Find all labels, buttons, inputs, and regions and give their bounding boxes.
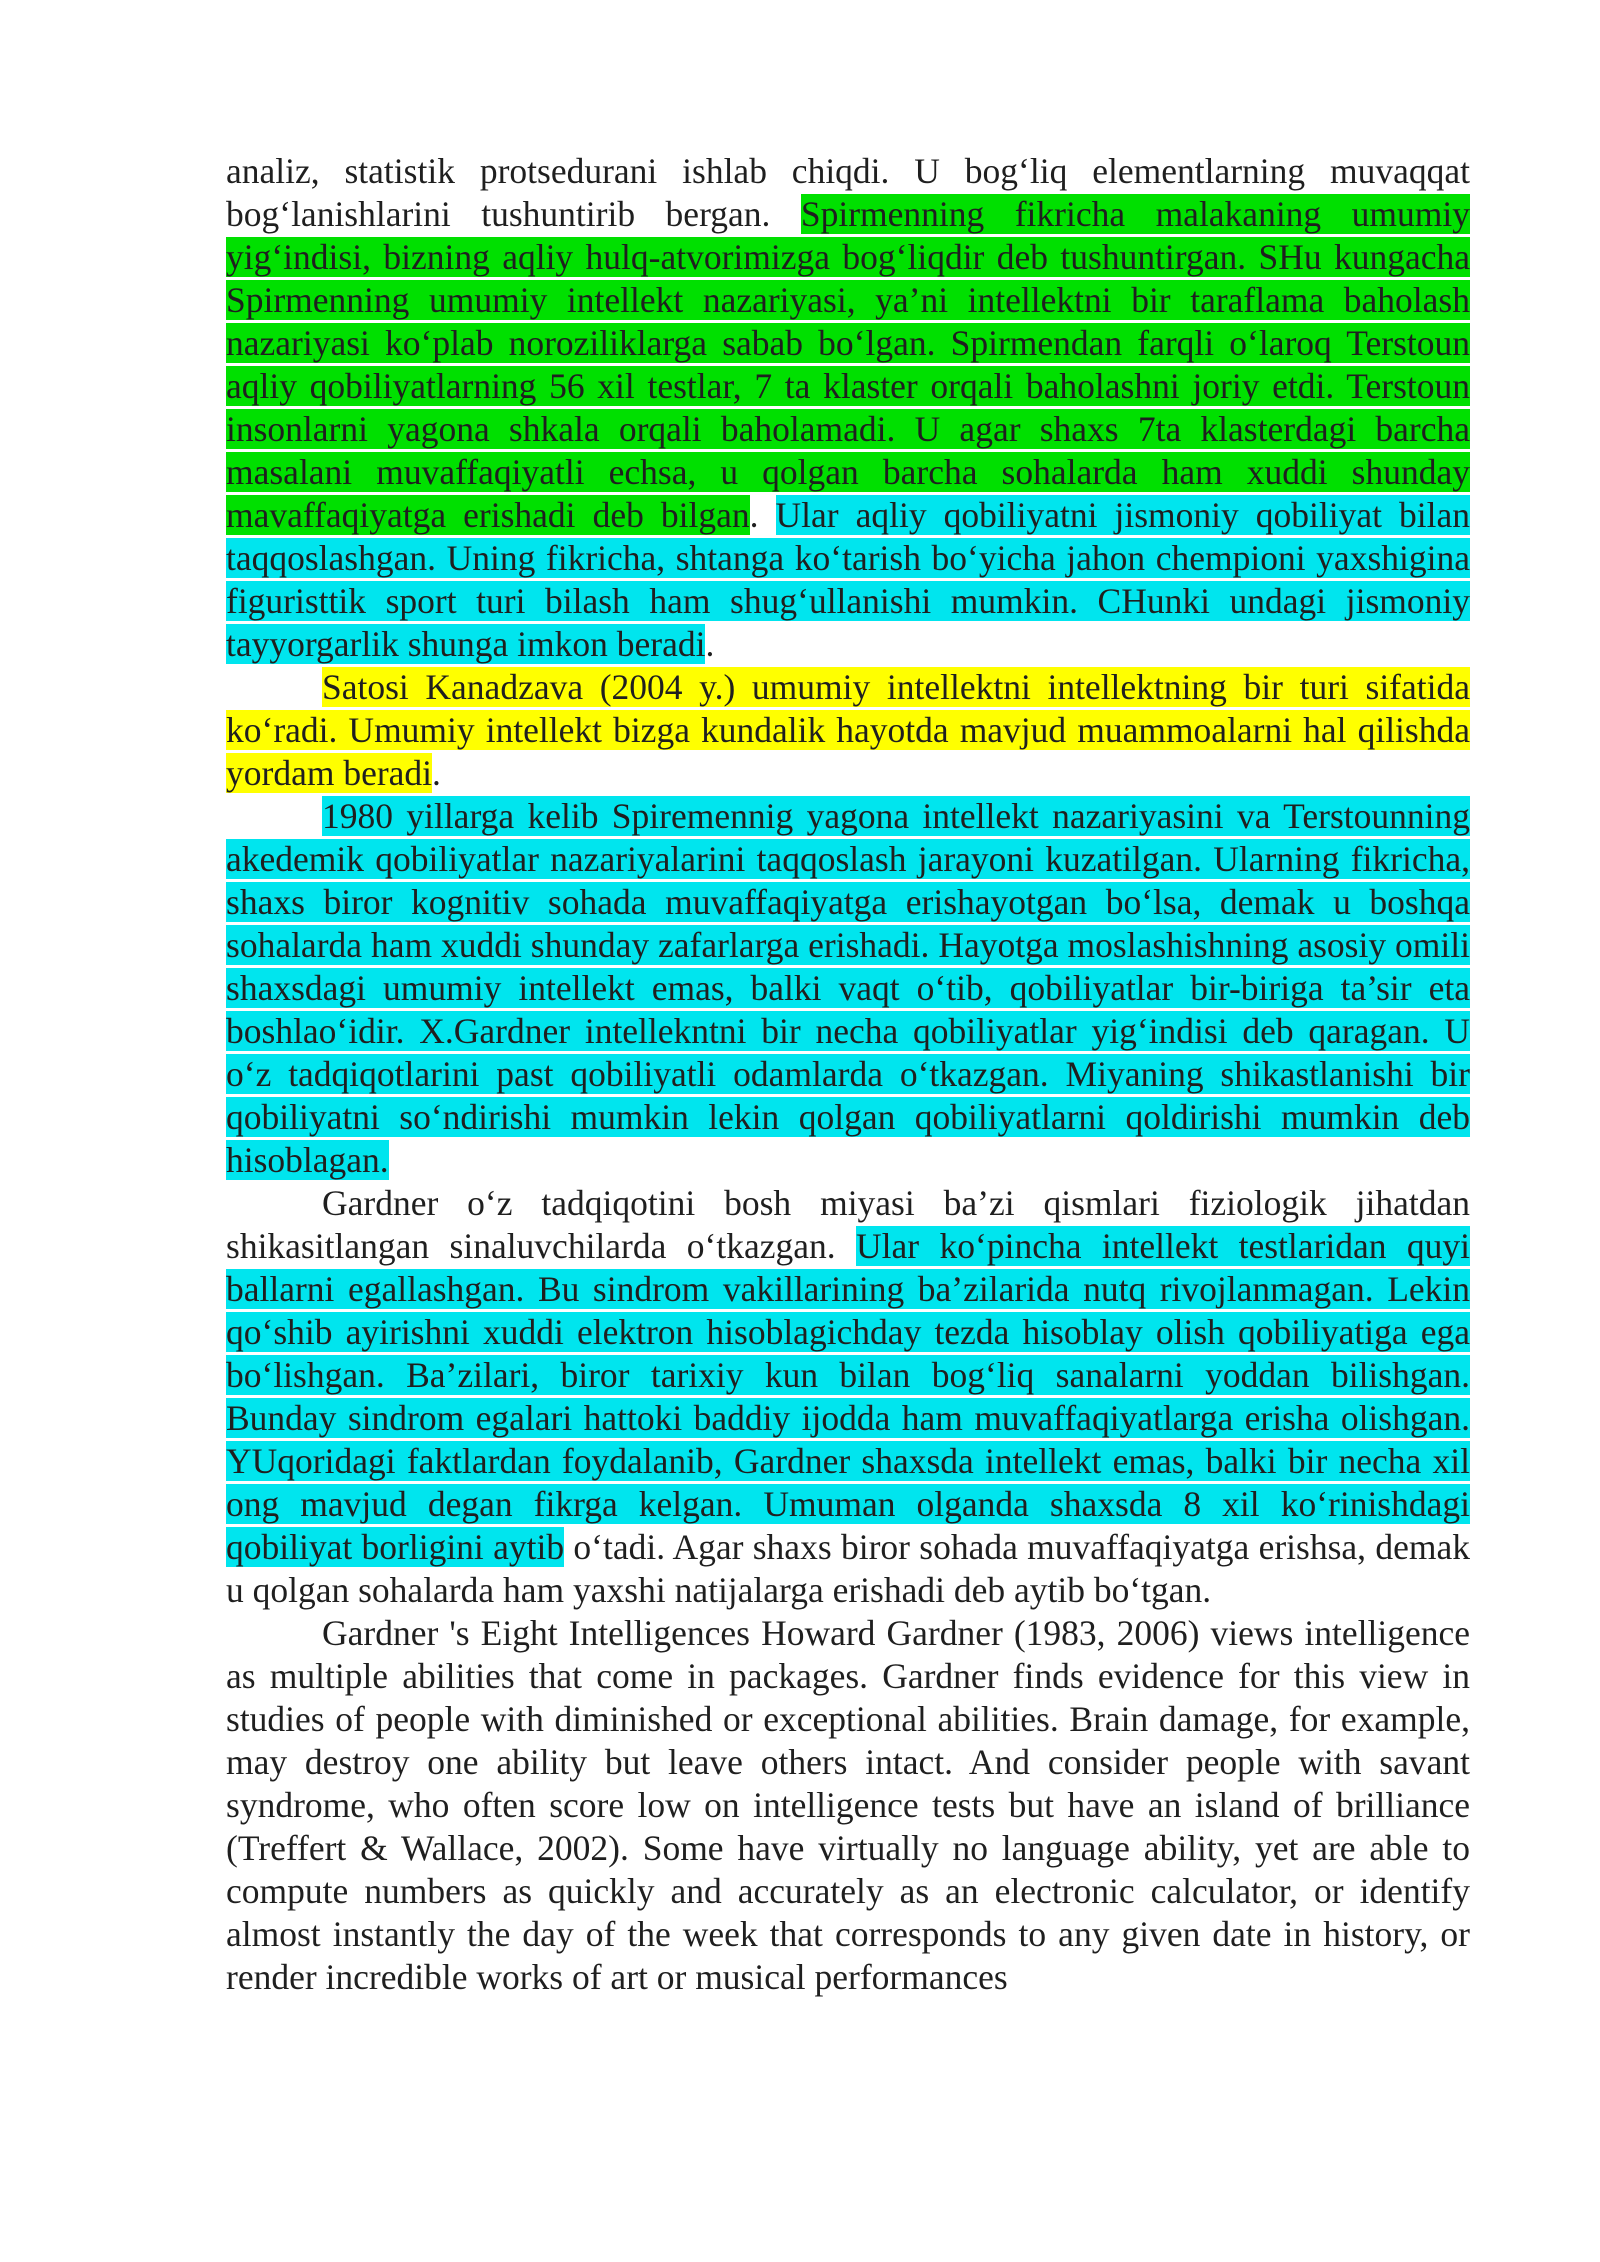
document-page bbox=[226, 150, 1470, 1999]
text-segment: . bbox=[432, 753, 441, 793]
text-segment: . bbox=[749, 495, 776, 535]
text-segment: analiz, statistik protsedurani ishlab chiqdi. U bog‘liq elementlarning muvaqqat bog‘lanishlarini tushuntirib bergan. bbox=[226, 151, 1470, 234]
cyan-highlight: Ular aqliy qobiliyatni jismoniy qobiliyat bilan taqqoslashgan. Uning fikricha, shtanga ko‘tarish bo‘yicha jahon chempioni yaxshigina figuristtik sport turi bilash ham shug‘ullanishi mumkin. CHunki undagi jismoniy tayyorgarlik shunga imkon beradi bbox=[226, 495, 1470, 664]
text-segment: . bbox=[705, 624, 715, 664]
yellow-highlight: Satosi Kanadzava (2004 y.) umumiy intellektni intellektning bir turi sifatida ko‘radi. Umumiy intellekt bizga kundalik hayotda mavjud muammoalarni hal qilishda yordam beradi bbox=[226, 667, 1470, 793]
text-segment: o‘tadi. Agar shaxs biror sohada muvaffaqiyatga erishsa, demak u qolgan sohalarda ham yaxshi natijalarga erishadi deb aytib bo‘tgan. bbox=[226, 1527, 1471, 1610]
paragraph-2 bbox=[226, 666, 1470, 795]
cyan-highlight: Ular ko‘pincha intellekt testlaridan quyi ballarni egallashgan. Bu sindrom vakillarining ba’zilarida nutq rivojlanmagan. Lekin qo‘shib ayirishni xuddi elektron hisoblagichday tezda hisoblay olish qobiliyatiga ega bo‘lishgan. Ba’zilari, biror tarixiy kun bilan bog‘liq sanalarni yoddan bilishgan. Bunday sindrom egalari hattoki baddiy ijodda ham muvaffaqiyatlarga erisha olishgan. YUqoridagi faktlardan foydalanib, Gardner shaxsda intellekt emas, balki bir necha xil ong mavjud degan fikrga kelgan. Umuman olganda shaxsda 8 xil ko‘rinishdagi qobiliyat borligini aytib bbox=[226, 1226, 1470, 1567]
text-segment: Gardner o‘z tadqiqotini bosh miyasi ba’zi qismlari fiziologik jihatdan shikasitlangan sinaluvchilarda o‘tkazgan. bbox=[226, 1183, 1470, 1266]
cyan-highlight: 1980 yillarga kelib Spiremennig yagona intellekt nazariyasini va Terstounning akedemik qobiliyatlar nazariyalarini taqqoslash jarayoni kuzatilgan. Ularning fikricha, shaxs biror kognitiv sohada muvaffaqiyatga erishayotgan bo‘lsa, demak u boshqa sohalarda ham xuddi shunday zafarlarga erishadi. Hayotga moslashishning asosiy omili shaxsdagi umumiy intellekt emas, balki vaqt o‘tib, qobiliyatlar bir-biriga ta’sir eta boshlao‘idir. X.Gardner intellekntni bir necha qobiliyatlar yig‘indisi deb qaragan. U o‘z tadqiqotlarini past qobiliyatli odamlarda o‘tkazgan. Miyaning shikastlanishi bir qobiliyatni so‘ndirishi mumkin lekin qolgan qobiliyatlarni qoldirishi mumkin deb hisoblagan. bbox=[226, 796, 1470, 1180]
paragraph-5 bbox=[226, 1612, 1470, 1999]
paragraph-1 bbox=[226, 150, 1470, 666]
paragraph-4 bbox=[226, 1182, 1470, 1612]
text-segment: Gardner 's Eight Intelligences Howard Gardner (1983, 2006) views intelligence as multiple abilities that come in packages. Gardner finds evidence for this view in studies of people with diminished or exceptional abilities. Brain damage, for example, may destroy one ability but leave others intact. And consider people with savant syndrome, who often score low on intelligence tests but have an island of brilliance (Treffert & Wallace, 2002). Some have virtually no language ability, yet are able to compute numbers as quickly and accurately as an electronic calculator, or identify almost instantly the day of the week that corresponds to any given date in history, or render incredible works of art or musical performances bbox=[226, 1613, 1470, 1997]
paragraph-3 bbox=[226, 795, 1470, 1182]
green-highlight: Spirmenning fikricha malakaning umumiy yig‘indisi, bizning aqliy hulq-atvorimizga bog‘liqdir deb tushuntirgan. SHu kungacha Spirmenning umumiy intellekt nazariyasi, ya’ni intellektni bir taraflama baholash nazariyasi ko‘plab noroziliklarga sabab bo‘lgan. Spirmendan farqli o‘laroq Terstoun aqliy qobiliyatlarning 56 xil testlar, 7 ta klaster orqali baholashni joriy etdi. Terstoun insonlarni yagona shkala orqali baholamadi. U agar shaxs 7ta klasterdagi barcha masalani muvaffaqiyatli echsa, u qolgan barcha sohalarda ham xuddi shunday mavaffaqiyatga erishadi deb bilgan bbox=[226, 194, 1470, 535]
